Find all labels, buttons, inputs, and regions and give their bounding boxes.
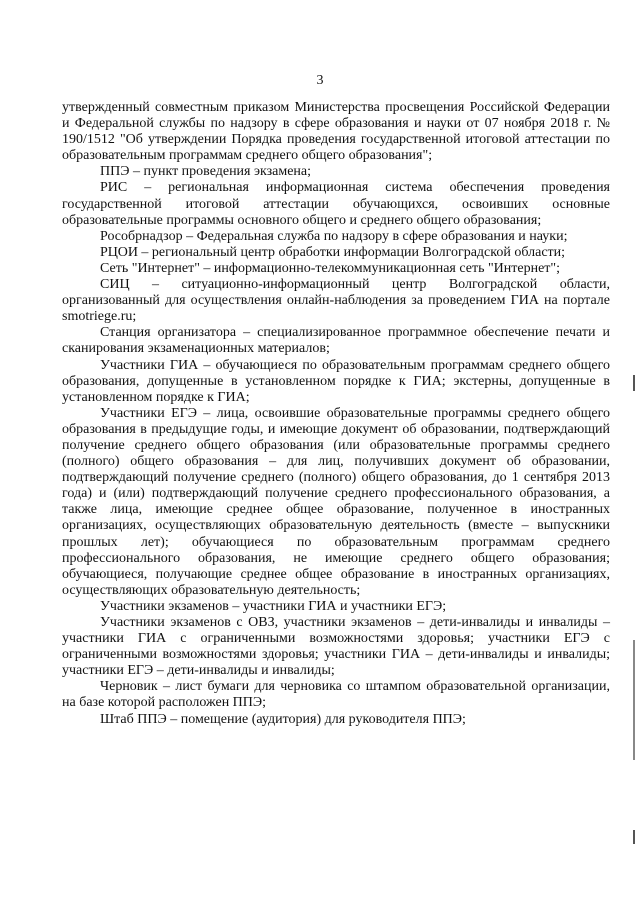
paragraph-rcoi: РЦОИ – региональный центр обработки информации Волгоградской области; bbox=[100, 244, 566, 260]
paragraph-ris: РИС – региональная информационная система обеспечения проведения государственной итоговой аттестации обучающихся, освоивших основные образовательные программы основного общего и среднего общего образования; bbox=[62, 180, 610, 228]
paragraph-draft: Черновик – лист бумаги для черновика со штампом образовательной организации, на базе которой расположен ППЭ; bbox=[62, 679, 610, 711]
document-body bbox=[62, 100, 610, 728]
paragraph-ppe: ППЭ – пункт проведения экзамена; bbox=[100, 164, 312, 180]
paragraph-order-reference: утвержденный совместным приказом Министерства просвещения Российской Федерации и Федеральной службы по надзору в сфере образования и науки от 07 ноября 2018 г. № 190/1512 "Об утверждении Порядка проведения государственной итоговой аттестации по образовательным программам среднего общего образования"; bbox=[62, 100, 610, 164]
scan-edge-mark bbox=[633, 830, 635, 844]
scan-edge-mark bbox=[633, 640, 635, 760]
scan-edge-mark bbox=[633, 375, 635, 391]
paragraph-organizer-station: Станция организатора – специализированное программное обеспечение печати и сканирования экзаменационных материалов; bbox=[62, 325, 610, 357]
paragraph-ege-participants: Участники ЕГЭ – лица, освоившие образовательные программы среднего общего образования в предыдущие годы, и имеющие документ об образовании, подтверждающий получение среднего общего образования (или образовательные программы среднего (полного) общего образования – для лиц, получивших документ об образовании, подтверждающий получение среднего (полного) общего образования, до 1 сентября 2013 года) и (или) подтверждающий получение среднего профессионального образования, а также лица, имеющие среднее общее образование, полученное в иностранных организациях, осуществляющих образовательную деятельность (вместе – выпускники прошлых лет); обучающиеся по образовательным программам среднего профессионального образования, не имеющие среднего общего образования; обучающиеся, получающие среднее общее образование в иностранных организациях, осуществляющих образовательную деятельность; bbox=[62, 405, 610, 598]
paragraph-ppe-headquarters: Штаб ППЭ – помещение (аудитория) для руководителя ППЭ; bbox=[100, 711, 466, 727]
page-number: 3 bbox=[316, 73, 324, 88]
paragraph-exam-participants: Участники экзаменов – участники ГИА и участники ЕГЭ; bbox=[100, 598, 447, 614]
paragraph-internet: Сеть "Интернет" – информационно-телекоммуникационная сеть "Интернет"; bbox=[100, 260, 561, 276]
paragraph-sic: СИЦ – ситуационно-информационный центр Волгоградской области, организованный для осуществления онлайн-наблюдения за проведением ГИА на портале smotriege.ru; bbox=[62, 277, 610, 325]
paragraph-gia-participants: Участники ГИА – обучающиеся по образовательным программам среднего общего образования, допущенные в установленном порядке к ГИА; экстерны, допущенные в установленном порядке к ГИА; bbox=[62, 357, 610, 405]
paragraph-rosobrnadzor: Рособрнадзор – Федеральная служба по надзору в сфере образования и науки; bbox=[100, 228, 568, 244]
paragraph-ovz-participants: Участники экзаменов с ОВЗ, участники экзаменов – дети-инвалиды и инвалиды – участники ГИА с ограниченными возможностями здоровья; участники ЕГЭ с ограниченными возможностями здоровья; участники ГИА – дети-инвалиды и инвалиды; участники ЕГЭ – дети-инвалиды и инвалиды; bbox=[62, 615, 610, 679]
